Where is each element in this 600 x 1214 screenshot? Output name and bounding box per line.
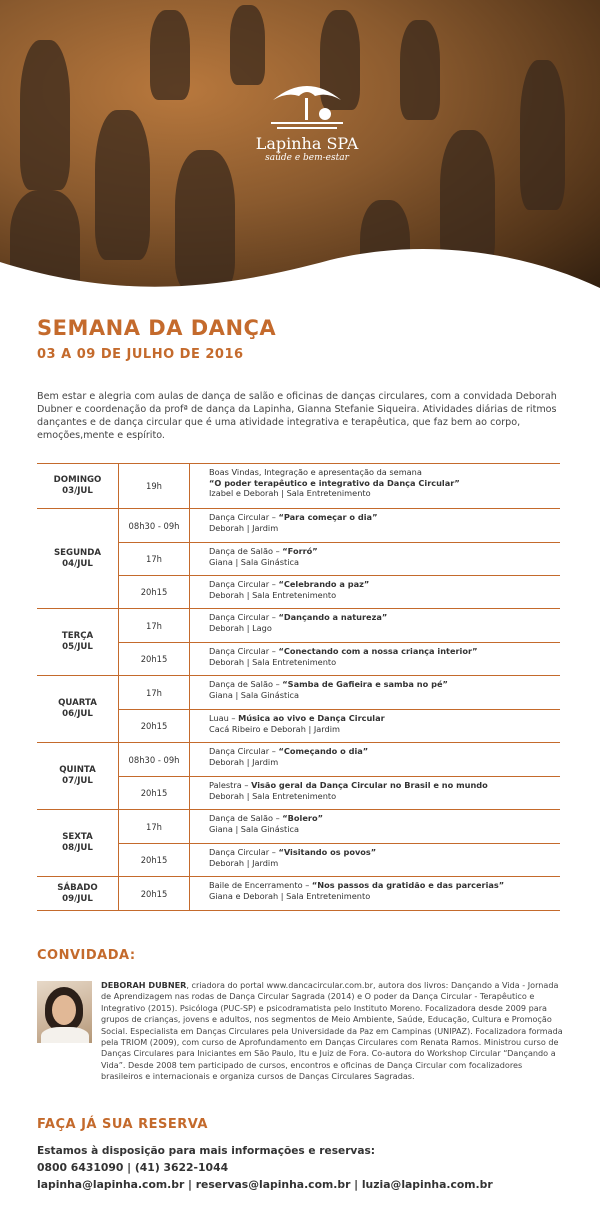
guest-bio [101,980,565,1083]
schedule-slot [119,464,560,508]
slot-location: Deborah | Jardim [209,522,279,533]
slot-theme: “Conectando com a nossa criança interior” [278,646,478,656]
schedule-day-sexta [37,810,560,877]
slot-location: Giana | Sala Ginástica [209,823,300,834]
slot-activity: Dança Circular – [209,612,279,622]
reservation-phones: 0800 6431090 | (41) 3622-1044 [37,1161,229,1174]
slot-activity: Luau – [209,713,239,723]
slot-theme: “Dançando a natureza” [278,612,388,622]
slot-location: Deborah | Jardim [209,756,279,767]
slot-theme: Música ao vivo e Dança Circular [238,713,385,723]
schedule-day-quinta [37,743,560,810]
slot-activity: Dança Circular – [209,512,279,522]
schedule-day-domingo [37,463,560,509]
reservation-emails: lapinha@lapinha.com.br | reservas@lapinha.com.br | luzia@lapinha.com.br [37,1178,493,1191]
day-date: 06/JUL [62,709,93,719]
slot-time: 20h15 [119,576,190,608]
day-label: SÁBADO [57,882,98,893]
slot-time: 20h15 [119,710,190,742]
day-date: 04/JUL [62,558,93,569]
slot-activity: Dança de Salão – [209,679,283,689]
schedule-slot [119,676,560,709]
reservation-info: Estamos à disposição para mais informações e reservas: [37,1145,376,1157]
day-label: SEGUNDA [53,547,102,558]
slot-location: Deborah | Sala Entretenimento [209,656,337,667]
slot-time: 20h15 [119,777,190,809]
slot-location: Giana e Deborah | Sala Entretenimento [209,890,371,901]
slot-time: 17h [119,609,190,642]
slot-activity: Dança Circular – [209,579,279,589]
day-date: 08/JUL [62,843,93,853]
slot-activity: Palestra – [209,780,252,790]
slot-time: 19h [119,464,190,508]
event-dates: 03 A 09 DE JULHO DE 2016 [37,347,244,362]
schedule-slot [119,609,560,642]
schedule-slot [119,542,560,575]
guest-heading: CONVIDADA: [37,948,136,963]
intro-paragraph: Bem estar e alegria com aulas de dança de salão e oficinas de danças circulares, com a convidada Deborah Dubner e coordenação da profª de dança da Lapinha, Gianna Stefanie Siqueira. Atividades diárias de ritmos dançantes e de dança circular que é uma atividade integrativa e terapêutica, que faz bem ao corpo, emoções,mente e espírito. [37,391,557,441]
slot-theme: “Começando o dia” [278,746,369,756]
day-date: 05/JUL [62,642,93,652]
slot-location: Giana | Sala Ginástica [209,556,300,567]
schedule-slot [119,642,560,675]
day-label: QUARTA [58,698,97,708]
schedule-slot [119,575,560,608]
slot-time: 17h [119,543,190,575]
day-label: TERÇA [61,631,94,641]
slot-location: Deborah | Sala Entretenimento [209,790,337,801]
day-label: QUINTA [59,765,96,775]
schedule-slot [119,743,560,776]
schedule-table [37,463,560,911]
slot-theme: “Celebrando a paz” [278,579,370,589]
hero-photo [0,0,600,300]
slot-location: Deborah | Lago [209,622,272,633]
schedule-slot [119,509,560,542]
slot-location: Izabel e Deborah | Sala Entretenimento [209,488,371,498]
reservation-heading: FAÇA JÁ SUA RESERVA [37,1117,208,1132]
slot-time: 20h15 [119,844,190,876]
araucaria-tree-icon [267,78,347,132]
slot-theme: “Para começar o dia” [278,512,378,522]
slot-theme: “Forró” [282,546,318,556]
day-label: DOMINGO [53,475,102,485]
brand-tagline: saúde e bem-estar [265,153,349,163]
slot-activity: Dança de Salão – [209,546,283,556]
schedule-day-sabado [37,877,560,911]
day-date: 09/JUL [62,893,93,904]
slot-theme: “Bolero” [282,813,323,823]
schedule-slot [119,776,560,809]
schedule-day-quarta [37,676,560,743]
slot-time: 17h [119,810,190,843]
slot-activity: Dança de Salão – [209,813,283,823]
slot-location: Cacá Ribeiro e Deborah | Jardim [209,723,340,734]
slot-activity: Baile de Encerramento – [209,880,312,890]
brand-name: Lapinha SPA [255,134,359,153]
day-date: 07/JUL [62,776,93,786]
day-date: 03/JUL [62,486,93,496]
schedule-slot [119,810,560,843]
slot-time: 08h30 - 09h [119,743,190,776]
slot-time: 20h15 [119,877,190,910]
slot-time: 17h [119,676,190,709]
slot-theme: “Visitando os povos” [278,847,377,857]
slot-location: Deborah | Sala Entretenimento [209,589,337,600]
slot-theme: “O poder terapêutico e integrativo da Dança Circular” [209,477,460,488]
guest-name: DEBORAH DUBNER [101,980,187,990]
schedule-slot [119,843,560,876]
slot-theme: “Samba de Gafieira e samba no pé” [282,679,448,689]
brand-logo [252,78,362,163]
slot-location: Deborah | Jardim [209,857,279,868]
schedule-day-terca [37,609,560,676]
slot-activity: Dança Circular – [209,847,279,857]
slot-activity: Dança Circular – [209,646,279,656]
schedule-day-segunda [37,509,560,609]
slot-location: Giana | Sala Ginástica [209,689,300,700]
page-title: SEMANA DA DANÇA [37,316,277,340]
slot-activity: Dança Circular – [209,746,279,756]
slot-time: 08h30 - 09h [119,509,190,542]
slot-theme: “Nos passos da gratidão e das parcerias” [311,880,505,890]
schedule-slot [119,877,560,910]
guest-bio-text: , criadora do portal www.dancacircular.com.br, autora dos livros: Dançando a Vida - Jornada de Aprendizagem nas rodas de Dança Circular Sagrada (2014) e O poder da Dança Circular - Terapêutico e Integrativo (2015). Psicóloga (PUC-SP) e psicodramatista pelo Instituto Moreno. Focalizadora desde 2009 para grupos de crianças, jovens e adultos, nos segmentos de Meio Ambiente, Saúde, Educação, Cultura e Promoção Social. Especialista em Danças Circulares pela Universidade da Paz em Campinas (UNIPAZ). Focalizadora formada pela TRIOM (2009), com curso de Aprofundamento em Danças Circulares com Renata Ramos. Ministrou curso de Danças Circulares para Iniciantes em São Paulo, Itu e Juiz de Fora. Co-autora do Workshop Circular “Dançando a Vida”. Desde 2008 tem participado de cursos, encontros e oficinas de Dança Circular com focalizadores brasileiros e internacionais e organiza cursos de Danças Circulares Sagradas. [101,980,563,1082]
day-label: SEXTA [62,832,93,842]
slot-intro: Boas Vindas, Integração e apresentação da semana [209,467,422,477]
slot-theme: Visão geral da Dança Circular no Brasil e no mundo [251,780,488,790]
slot-time: 20h15 [119,643,190,675]
schedule-slot [119,709,560,742]
guest-photo [37,981,92,1043]
